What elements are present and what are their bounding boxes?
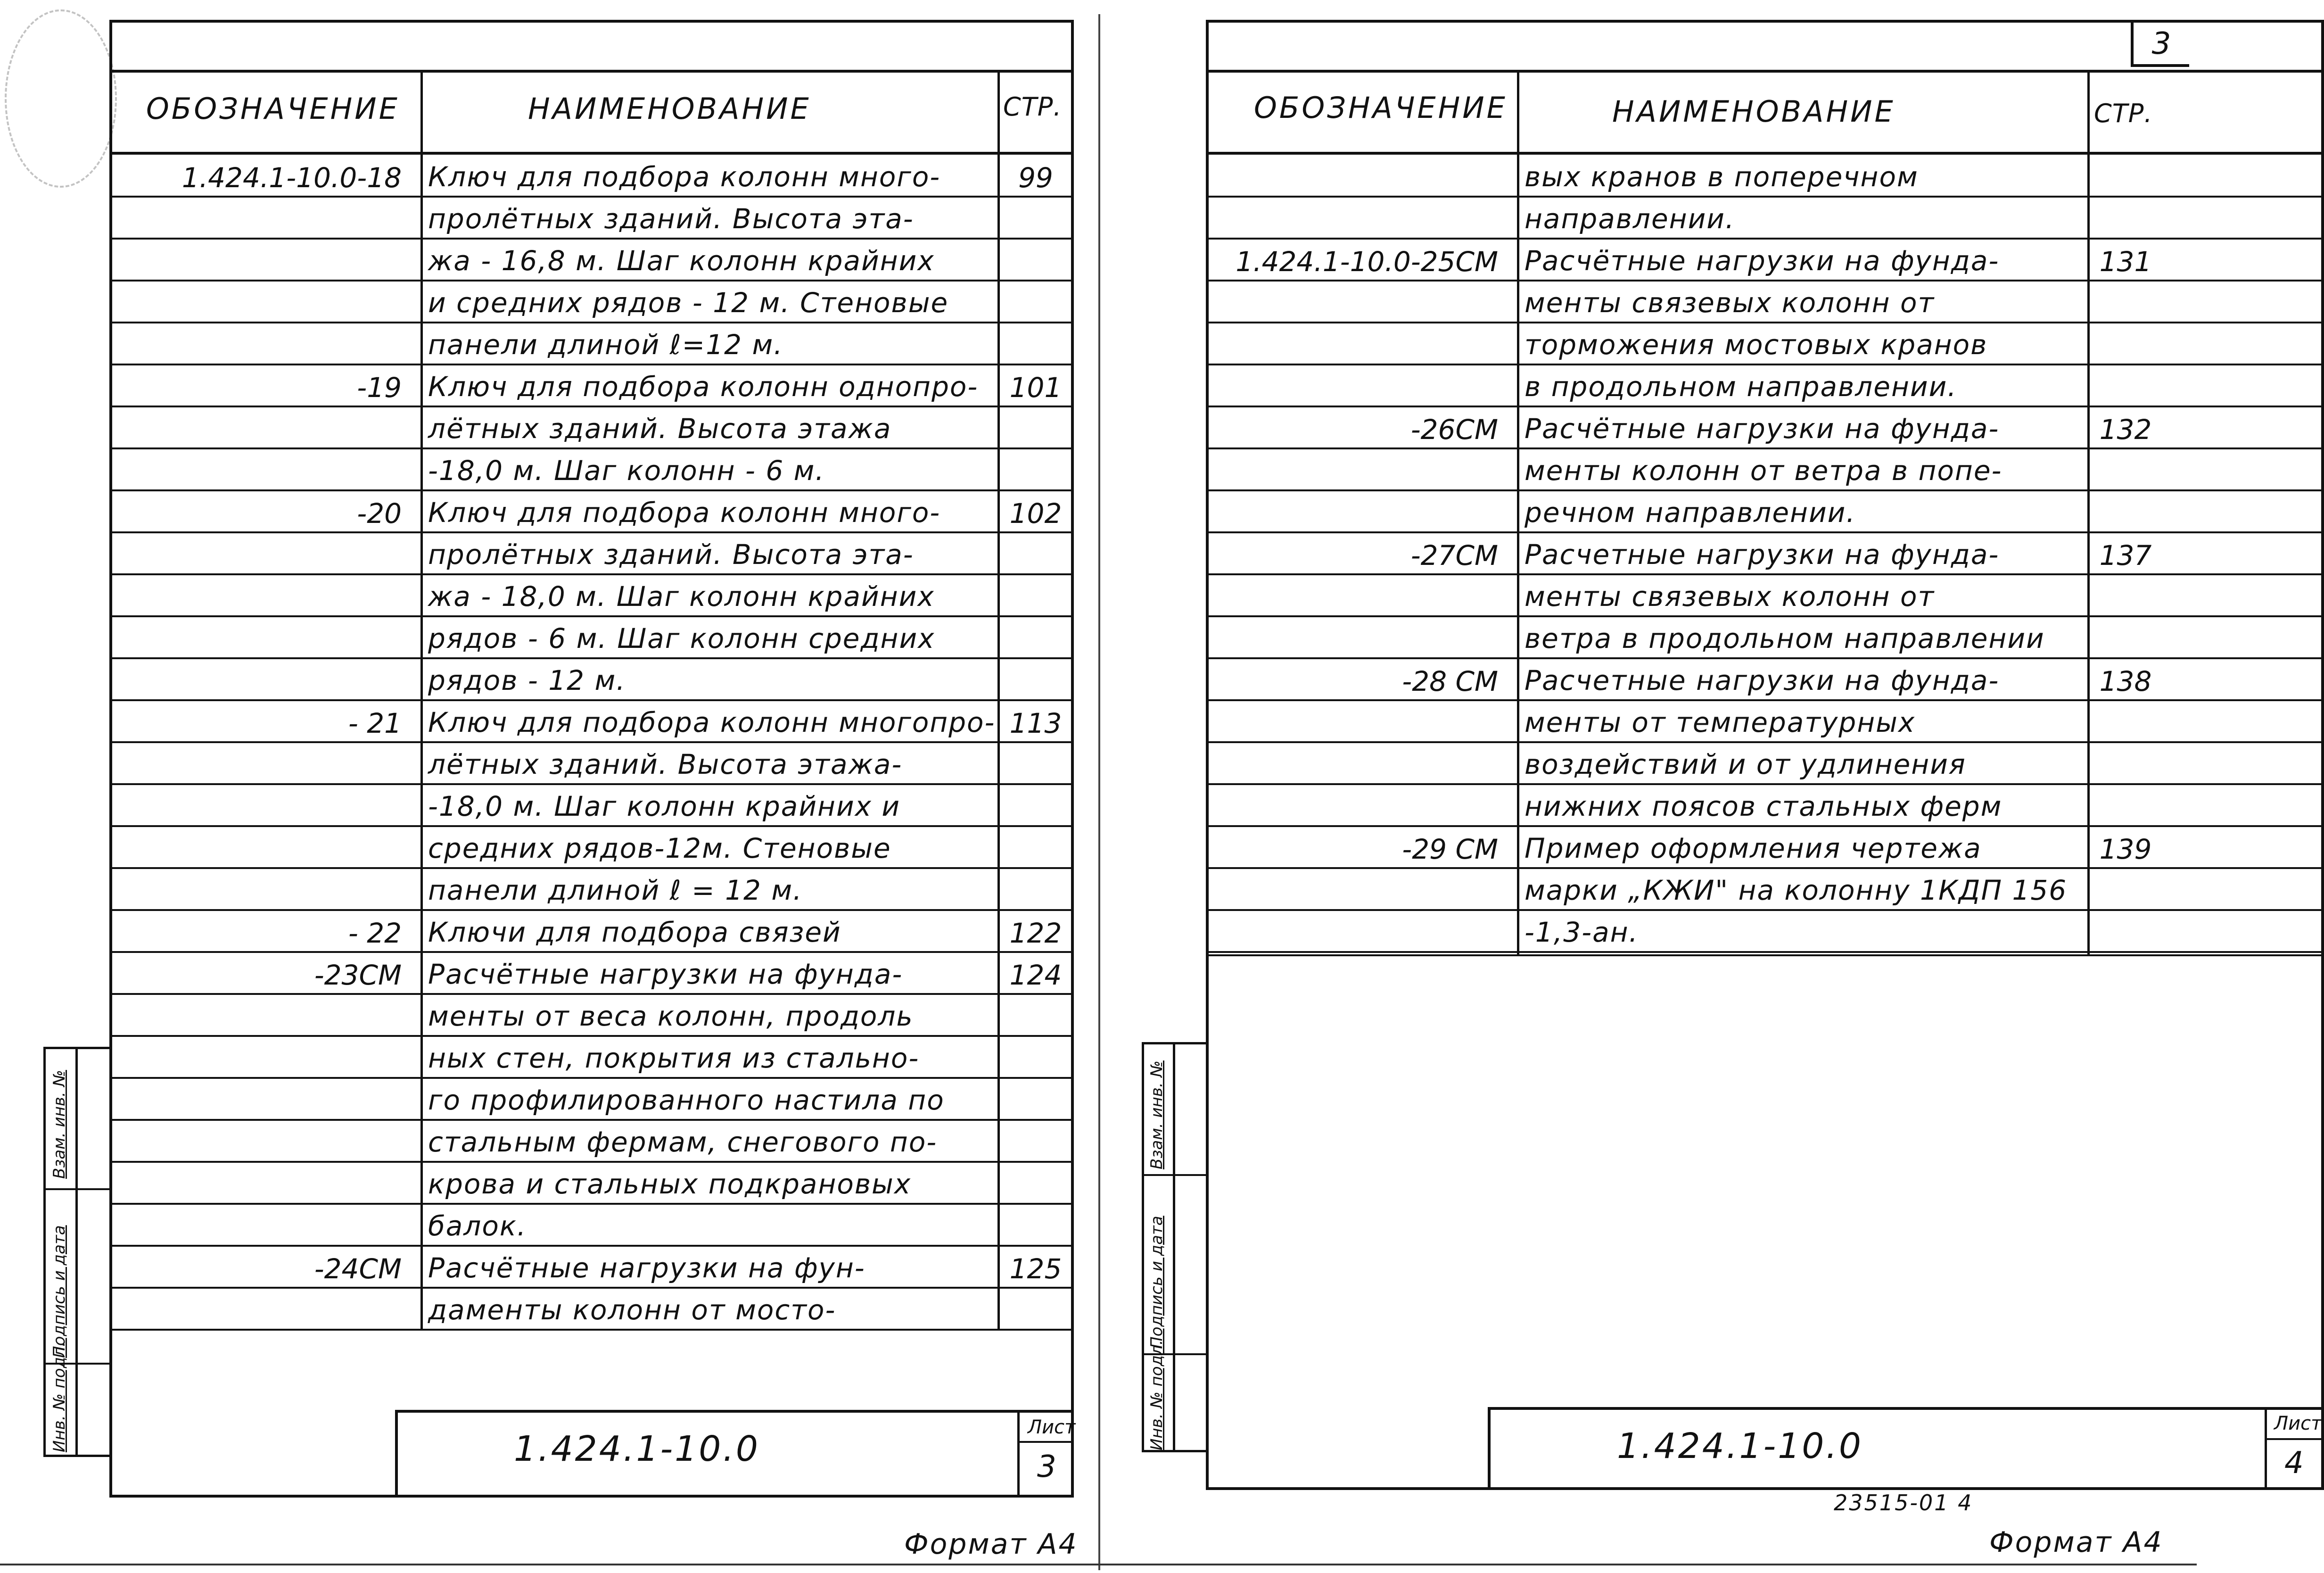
row-divider	[109, 909, 1074, 911]
row-name: в продольном направлении.	[1525, 371, 1957, 403]
row-name: нижних поясов стальных ферм	[1525, 790, 2003, 822]
row-name: вых кранов в поперечном	[1525, 161, 1919, 193]
row-divider	[1206, 406, 2324, 407]
row-name: речном направлении.	[1525, 497, 1856, 529]
row-name: панели длиной ℓ=12 м.	[428, 329, 783, 361]
row-divider	[109, 615, 1074, 617]
row-name: Ключ для подбора колонн однопро-	[428, 371, 979, 403]
row-divider	[109, 364, 1074, 365]
row-name: лётных зданий. Высота этажа-	[428, 748, 903, 780]
row-divider	[1206, 447, 2324, 449]
row-name: менты связевых колонн от	[1525, 287, 1935, 319]
row-name: Ключ для подбора колонн много-	[428, 161, 941, 193]
row-name: Расчётные нагрузки на фунда-	[1525, 245, 2000, 277]
row-divider	[109, 657, 1074, 659]
row-name: балок.	[428, 1210, 527, 1242]
row-name: менты связевых колонн от	[1525, 580, 1935, 613]
row-divider	[1206, 489, 2324, 491]
row-name: Расчётные нагрузки на фунда-	[428, 958, 903, 990]
side-label-inv: Инв. № подл.	[50, 1341, 69, 1452]
row-divider	[109, 196, 1074, 198]
header-designation: ОБОЗНАЧЕНИЕ	[146, 91, 400, 126]
left-sheet-label: Лист	[1028, 1416, 1076, 1438]
row-divider	[109, 783, 1074, 785]
bottom-edge-line	[0, 1564, 2197, 1565]
side-label-inv-right: Инв. № подл.	[1147, 1340, 1166, 1450]
row-name: менты от веса колонн, продоль	[428, 1000, 914, 1032]
row-page: 113	[1009, 707, 1062, 739]
left-sheet-number: 3	[1037, 1449, 1056, 1484]
row-name: крова и стальных подкрановых	[428, 1168, 912, 1200]
row-page: 138	[2099, 665, 2152, 697]
row-name: го профилированного настила по	[428, 1084, 945, 1116]
row-divider	[109, 951, 1074, 953]
row-name: Ключи для подбора связей	[428, 916, 841, 948]
row-divider	[109, 447, 1074, 449]
side-label-sign: Подпись и дата	[50, 1225, 69, 1358]
row-code: 1.424.1-10.0-25СМ	[1236, 246, 1498, 278]
row-name: рядов - 12 м.	[428, 664, 626, 696]
row-page: 122	[1009, 917, 1062, 949]
side-label-sign-right: Подпись и дата	[1147, 1216, 1166, 1349]
sheet-separator	[1098, 14, 1100, 1570]
row-name: Ключ для подбора колонн многопро-	[428, 706, 996, 738]
row-name: Расчётные нагрузки на фун-	[428, 1252, 865, 1284]
corner-number: 3	[2151, 26, 2171, 61]
row-divider	[1206, 573, 2324, 575]
row-divider	[109, 1161, 1074, 1163]
row-divider	[109, 406, 1074, 407]
right-format: Формат А4	[1989, 1526, 2163, 1559]
row-code: - 22	[348, 917, 402, 949]
row-divider	[1206, 280, 2324, 281]
row-divider	[1206, 238, 2324, 240]
row-divider	[109, 741, 1074, 743]
row-code: 1.424.1-10.0-18	[181, 162, 402, 194]
row-name: и средних рядов - 12 м. Стеновые	[428, 287, 949, 319]
row-divider	[1206, 699, 2324, 701]
row-divider	[1206, 196, 2324, 198]
row-divider	[109, 531, 1074, 533]
row-page: 102	[1009, 497, 1062, 530]
row-name: торможения мостовых кранов	[1525, 329, 1988, 361]
row-name: Ключ для подбора колонн много-	[428, 497, 941, 529]
row-divider	[1206, 364, 2324, 365]
row-page: 132	[2099, 414, 2152, 446]
row-name: рядов - 6 м. Шаг колонн средних	[428, 622, 935, 654]
row-name: даменты колонн от мосто-	[428, 1294, 836, 1326]
row-page: 124	[1009, 959, 1062, 991]
row-name: -1,3-ан.	[1525, 916, 1639, 948]
row-divider	[109, 699, 1074, 701]
row-name: пролётных зданий. Высота эта-	[428, 538, 914, 571]
row-code: -24СМ	[314, 1253, 402, 1285]
row-divider	[109, 825, 1074, 827]
row-divider	[109, 280, 1074, 281]
row-divider	[109, 1119, 1074, 1121]
row-divider	[109, 1077, 1074, 1079]
row-divider	[109, 1035, 1074, 1037]
header-page: СТР.	[1003, 92, 1062, 122]
row-name: лётных зданий. Высота этажа	[428, 413, 892, 445]
row-divider	[109, 1287, 1074, 1289]
row-code: -20	[357, 497, 402, 530]
row-divider	[109, 322, 1074, 323]
left-format: Формат А4	[904, 1528, 1078, 1561]
row-divider	[109, 489, 1074, 491]
row-divider	[1206, 783, 2324, 785]
faded-stamp	[5, 9, 117, 188]
side-label-replace: Взам. инв. №	[50, 1070, 69, 1179]
row-name: -18,0 м. Шаг колонн - 6 м.	[428, 455, 825, 487]
row-divider	[1206, 615, 2324, 617]
row-name: жа - 16,8 м. Шаг колонн крайних	[428, 245, 935, 277]
left-sheet	[0, 0, 1098, 1573]
right-sheet	[1098, 0, 2322, 1573]
row-divider	[1206, 322, 2324, 323]
right-title-code: 1.424.1-10.0	[1617, 1426, 1863, 1466]
row-name: пролётных зданий. Высота эта-	[428, 203, 914, 235]
row-code: -27СМ	[1410, 539, 1498, 571]
row-divider	[1206, 909, 2324, 911]
row-page: 101	[1009, 372, 1062, 404]
row-code: -29 СМ	[1402, 833, 1498, 865]
row-divider	[1206, 741, 2324, 743]
row-divider	[109, 1245, 1074, 1247]
row-name: жа - 18,0 м. Шаг колонн крайних	[428, 580, 935, 613]
row-page: 139	[2099, 833, 2152, 865]
row-code: - 21	[348, 707, 402, 739]
row-name: Расчетные нагрузки на фунда-	[1525, 538, 2000, 571]
row-name: Пример оформления чертежа	[1525, 832, 1982, 864]
row-divider	[109, 238, 1074, 240]
row-name: ных стен, покрытия из стально-	[428, 1042, 920, 1074]
row-name: стальным фермам, снегового по-	[428, 1126, 938, 1158]
row-divider	[1206, 951, 2324, 953]
row-page: 137	[2099, 539, 2152, 571]
row-code: -19	[357, 372, 402, 404]
row-code: -28 СМ	[1402, 665, 1498, 697]
row-name: средних рядов-12м. Стеновые	[428, 832, 891, 864]
row-name: менты от температурных	[1525, 706, 1916, 738]
header-page-right: СТР.	[2094, 99, 2153, 128]
row-page: 99	[1018, 162, 1053, 194]
row-divider	[109, 993, 1074, 995]
row-divider	[1206, 531, 2324, 533]
row-divider	[109, 867, 1074, 869]
row-divider	[1206, 657, 2324, 659]
row-code: -26СМ	[1410, 414, 1498, 446]
header-designation-right: ОБОЗНАЧЕНИЕ	[1254, 91, 1508, 125]
row-divider	[1206, 867, 2324, 869]
row-page: 125	[1009, 1253, 1062, 1285]
header-name-right: НАИМЕНОВАНИЕ	[1612, 94, 1895, 129]
right-sheet-label: Лист	[2274, 1413, 2322, 1434]
row-name: ветра в продольном направлении	[1525, 622, 2045, 654]
row-code: -23СМ	[314, 959, 402, 991]
row-page: 131	[2099, 246, 2152, 278]
header-name: НАИМЕНОВАНИЕ	[528, 91, 811, 126]
archive-number: 23515-01 4	[1834, 1490, 1973, 1515]
left-title-code: 1.424.1-10.0	[514, 1429, 760, 1469]
right-title-block	[1488, 1407, 2324, 1490]
row-name: направлении.	[1525, 203, 1735, 235]
row-name: воздействий и от удлинения	[1525, 748, 1966, 780]
row-name: панели длиной ℓ = 12 м.	[428, 874, 803, 906]
row-name: -18,0 м. Шаг колонн крайних и	[428, 790, 901, 822]
row-divider	[109, 573, 1074, 575]
right-sheet-number: 4	[2284, 1446, 2304, 1481]
row-divider	[109, 1329, 1074, 1331]
row-name: марки „КЖИ" на колонну 1КДП 156	[1525, 874, 2068, 906]
row-name: менты колонн от ветра в попе-	[1525, 455, 2003, 487]
row-divider	[109, 1203, 1074, 1205]
side-label-replace-right: Взам. инв. №	[1147, 1060, 1166, 1169]
row-name: Расчётные нагрузки на фунда-	[1525, 413, 2000, 445]
row-divider	[1206, 825, 2324, 827]
row-name: Расчетные нагрузки на фунда-	[1525, 664, 2000, 696]
